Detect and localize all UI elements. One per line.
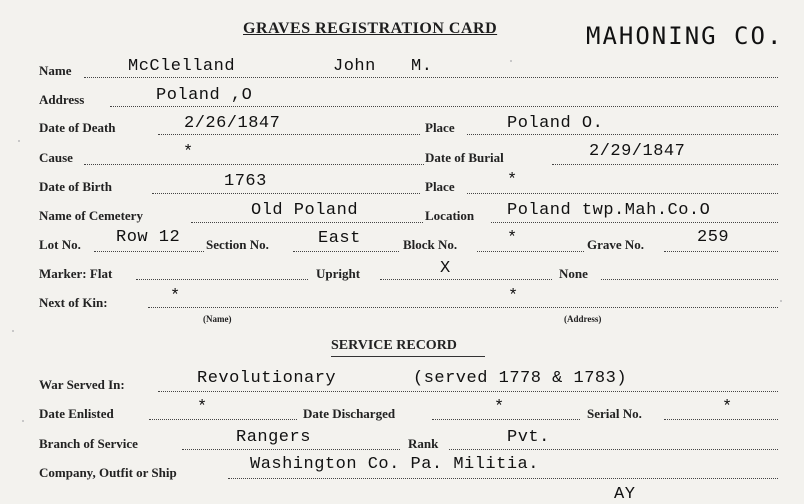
- section-no-value: East: [318, 229, 361, 248]
- date-of-death-line: [158, 134, 420, 135]
- county-stamp: MAHONING CO.: [586, 22, 784, 50]
- cemetery-line: [191, 222, 423, 223]
- section-no-label: Section No.: [206, 237, 269, 252]
- date-discharged-line: [432, 419, 580, 420]
- last-name-value: McClelland: [128, 57, 236, 76]
- place-of-death-line: [467, 134, 778, 135]
- location-line: [491, 222, 778, 223]
- name-line: [84, 77, 778, 78]
- date-of-burial-label: Date of Burial: [425, 150, 504, 165]
- branch-of-service-value: Rangers: [236, 428, 311, 447]
- company-line: [228, 478, 778, 479]
- paper-speck: [510, 60, 512, 62]
- grave-no-label: Grave No.: [587, 237, 645, 252]
- first-name-value: John: [333, 57, 376, 76]
- card-title: GRAVES REGISTRATION CARD: [243, 20, 498, 37]
- rank-label: Rank: [408, 436, 439, 451]
- grave-no-value: 259: [697, 228, 730, 247]
- paper-speck: [12, 330, 14, 332]
- name-label: Name: [39, 63, 72, 78]
- date-enlisted-value: *: [197, 398, 208, 417]
- none-line: [601, 279, 778, 280]
- cemetery-label: Name of Cemetery: [39, 208, 143, 223]
- service-record-heading: SERVICE RECORD: [331, 338, 457, 353]
- cause-value: *: [183, 143, 194, 162]
- lot-no-line: [94, 251, 204, 252]
- location-value: Poland twp.Mah.Co.O: [507, 201, 711, 220]
- service-record-underline: [331, 356, 485, 357]
- date-discharged-value: *: [494, 398, 505, 417]
- date-enlisted-label: Date Enlisted: [39, 406, 114, 421]
- address-value: Poland ,O: [156, 86, 253, 105]
- war-served-in-label: War Served In:: [39, 377, 125, 392]
- next-of-kin-name-value: *: [170, 287, 181, 306]
- block-no-value: *: [507, 229, 518, 248]
- location-label: Location: [425, 208, 475, 223]
- section-no-line: [293, 251, 399, 252]
- company-label: Company, Outfit or Ship: [39, 465, 177, 480]
- next-of-kin-address-value: *: [508, 287, 519, 306]
- war-served-in-line: [158, 391, 778, 392]
- upright-line: [380, 279, 552, 280]
- war-note-value: (served 1778 & 1783): [413, 369, 628, 388]
- serial-no-label: Serial No.: [587, 406, 642, 421]
- rank-line: [449, 449, 778, 450]
- cemetery-value: Old Poland: [251, 201, 359, 220]
- next-of-kin-label: Next of Kin:: [39, 295, 108, 310]
- middle-initial-value: M.: [411, 57, 433, 76]
- marker-flat-label: Marker: Flat: [39, 266, 113, 281]
- cause-line: [84, 164, 424, 165]
- rank-value: Pvt.: [507, 428, 550, 447]
- serial-no-value: *: [722, 398, 733, 417]
- next-of-kin-line: [148, 307, 778, 308]
- upright-label: Upright: [316, 266, 361, 281]
- date-enlisted-line: [149, 419, 297, 420]
- none-label: None: [559, 266, 588, 281]
- branch-of-service-line: [182, 449, 400, 450]
- date-of-birth-label: Date of Birth: [39, 179, 112, 194]
- paper-speck: [22, 420, 24, 422]
- place-of-birth-label: Place: [425, 179, 455, 194]
- serial-no-line: [664, 419, 778, 420]
- place-of-death-value: Poland O.: [507, 114, 604, 133]
- address-label: Address: [39, 92, 85, 107]
- date-of-death-value: 2/26/1847: [184, 114, 281, 133]
- date-of-birth-line: [152, 193, 420, 194]
- bottom-partial-value: AY: [614, 485, 636, 504]
- war-served-in-value: Revolutionary: [197, 369, 337, 388]
- kin-name-caption: (Name): [203, 314, 232, 324]
- place-of-birth-line: [467, 193, 778, 194]
- branch-of-service-label: Branch of Service: [39, 436, 138, 451]
- cause-label: Cause: [39, 150, 73, 165]
- lot-no-value: Row 12: [116, 228, 181, 247]
- block-no-line: [477, 251, 584, 252]
- grave-no-line: [664, 251, 778, 252]
- paper-speck: [780, 300, 782, 302]
- place-of-birth-value: *: [507, 171, 518, 190]
- lot-no-label: Lot No.: [39, 237, 81, 252]
- date-of-burial-value: 2/29/1847: [589, 142, 686, 161]
- address-line: [110, 106, 778, 107]
- date-of-burial-line: [552, 164, 778, 165]
- paper-speck: [18, 140, 20, 142]
- date-discharged-label: Date Discharged: [303, 406, 396, 421]
- kin-address-caption: (Address): [564, 314, 602, 324]
- date-of-death-label: Date of Death: [39, 120, 116, 135]
- place-of-death-label: Place: [425, 120, 455, 135]
- upright-value: X: [440, 259, 451, 278]
- date-of-birth-value: 1763: [224, 172, 267, 191]
- block-no-label: Block No.: [403, 237, 458, 252]
- company-value: Washington Co. Pa. Militia.: [250, 455, 539, 474]
- marker-flat-line: [136, 279, 308, 280]
